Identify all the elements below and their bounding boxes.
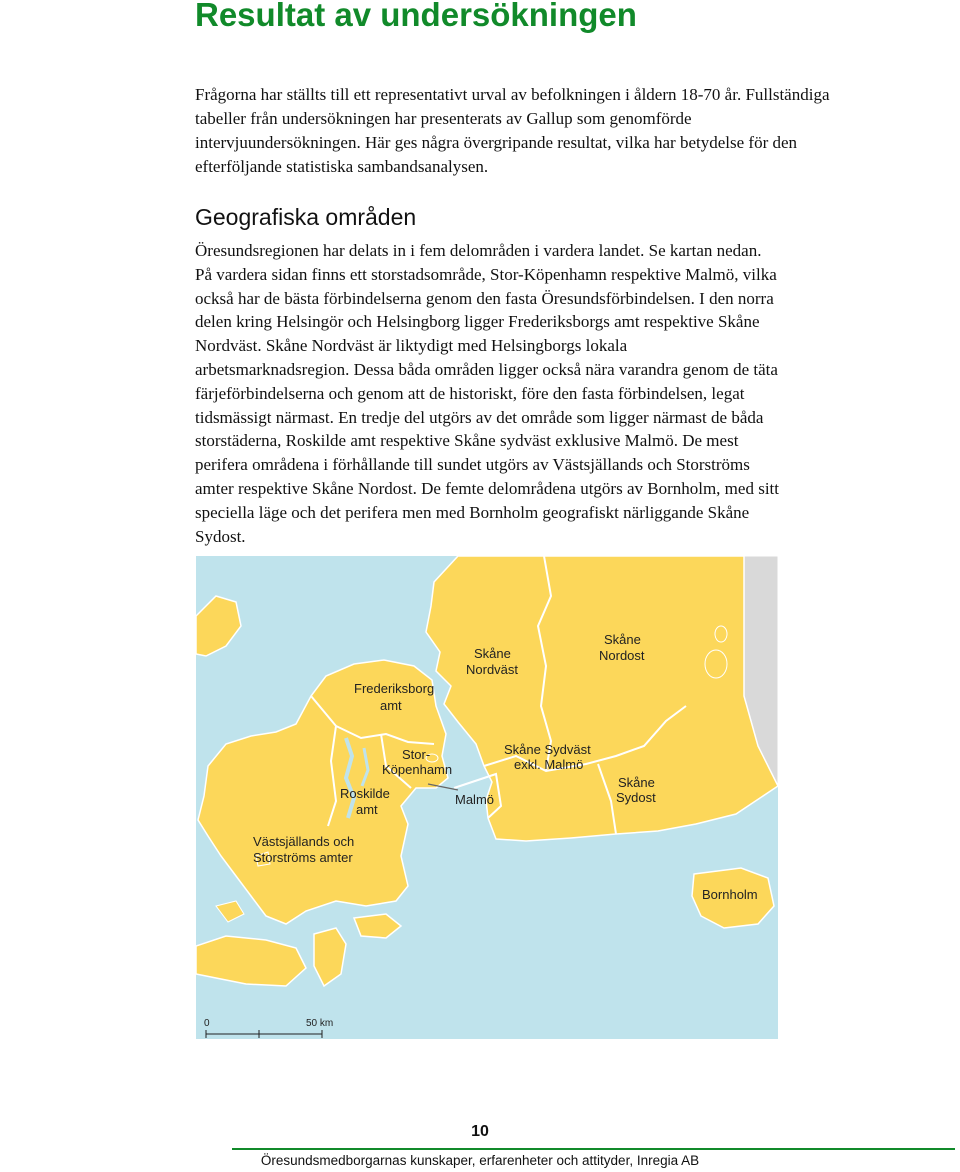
page-number: 10 xyxy=(471,1123,489,1140)
label-bornholm: Bornholm xyxy=(702,887,758,902)
label-vastsjalland-1: Västsjällands och xyxy=(253,834,355,849)
label-skane-nordvast-2: Nordväst xyxy=(466,662,519,677)
label-skane-sydost-2: Sydost xyxy=(616,790,656,805)
label-skane-nordost-1: Skåne xyxy=(604,632,641,647)
page-footer: Öresundsmedborgarnas kunskaper, erfarenheter och attityder, Inregia AB xyxy=(260,1153,700,1168)
label-vastsjalland-2: Storströms amter xyxy=(253,850,353,865)
scale-zero: 0 xyxy=(204,1018,210,1029)
scale-distance: 50 km xyxy=(306,1018,334,1029)
map-island-2 xyxy=(715,626,727,642)
label-stor-kobenhavn-2: Köpenhamn xyxy=(382,762,453,777)
label-roskilde-1: Roskilde xyxy=(340,786,390,801)
label-skane-nordost-2: Nordost xyxy=(599,648,645,663)
label-skane-sydvast-1: Skåne Sydväst xyxy=(504,742,591,757)
section-heading: Geografiska områden xyxy=(195,204,417,230)
label-frederiksborg-2: amt xyxy=(380,698,402,713)
footer-divider xyxy=(232,1148,955,1150)
region-map xyxy=(196,556,778,1039)
label-roskilde-2: amt xyxy=(356,802,378,817)
label-skane-sydvast-2: exkl. Malmö xyxy=(514,757,584,772)
section-paragraph: Öresundsregionen har delats in i fem delområden i vardera landet. Se kartan nedan. På vardera sidan finns ett storstadsområde, Stor-Köpenhamn respektive Malmö, vilka också har de bästa förbindelserna genom den fasta Öresundsförbindelsen. I den norra delen kring Helsingör och Helsingborg ligger Frederiksborgs amt respektive Skåne Nordväst. Skåne Nordväst är liktydigt med Helsingborgs lokala arbetsmarknadsregion. Dessa båda områden ligger också nära varandra genom de täta färjeförbindelserna och genom att de historiskt, före den fasta förbindelsen, legat tidsmässigt närmast. En tredje del utgörs av det område som ligger närmast de båda storstäderna, Roskilde amt respektive Skåne sydväst exklusive Malmö. De mest perifera områdena i förhållande till sundet utgörs av Västsjällands och Storströms amter respektive Skåne Nordost. De femte delområdena utgörs av Bornholm, med sitt speciella läge och det perifera men med Bornholm geografiskt närliggande Skåne Sydost. xyxy=(195,241,779,546)
label-stor-kobenhavn-1: Stor- xyxy=(402,747,431,762)
label-frederiksborg-1: Frederiksborg xyxy=(354,681,435,696)
intro-paragraph: Frågorna har ställts till ett representativt urval av befolkningen i åldern 18-70 år. Fullständiga tabeller från undersökningen har presenterats av Gallup som genomförde intervjuundersökningen. Här ges några övergripande resultat, vilka har betydelse för den efterföljande statistiska sambandsanalysen. xyxy=(195,85,830,176)
label-skane-sydost-1: Skåne xyxy=(618,775,655,790)
label-malmo: Malmö xyxy=(455,792,495,807)
page-title: Resultat av undersökningen xyxy=(195,0,637,33)
label-skane-nordvast-1: Skåne xyxy=(474,646,511,661)
map-island-1 xyxy=(705,650,727,678)
